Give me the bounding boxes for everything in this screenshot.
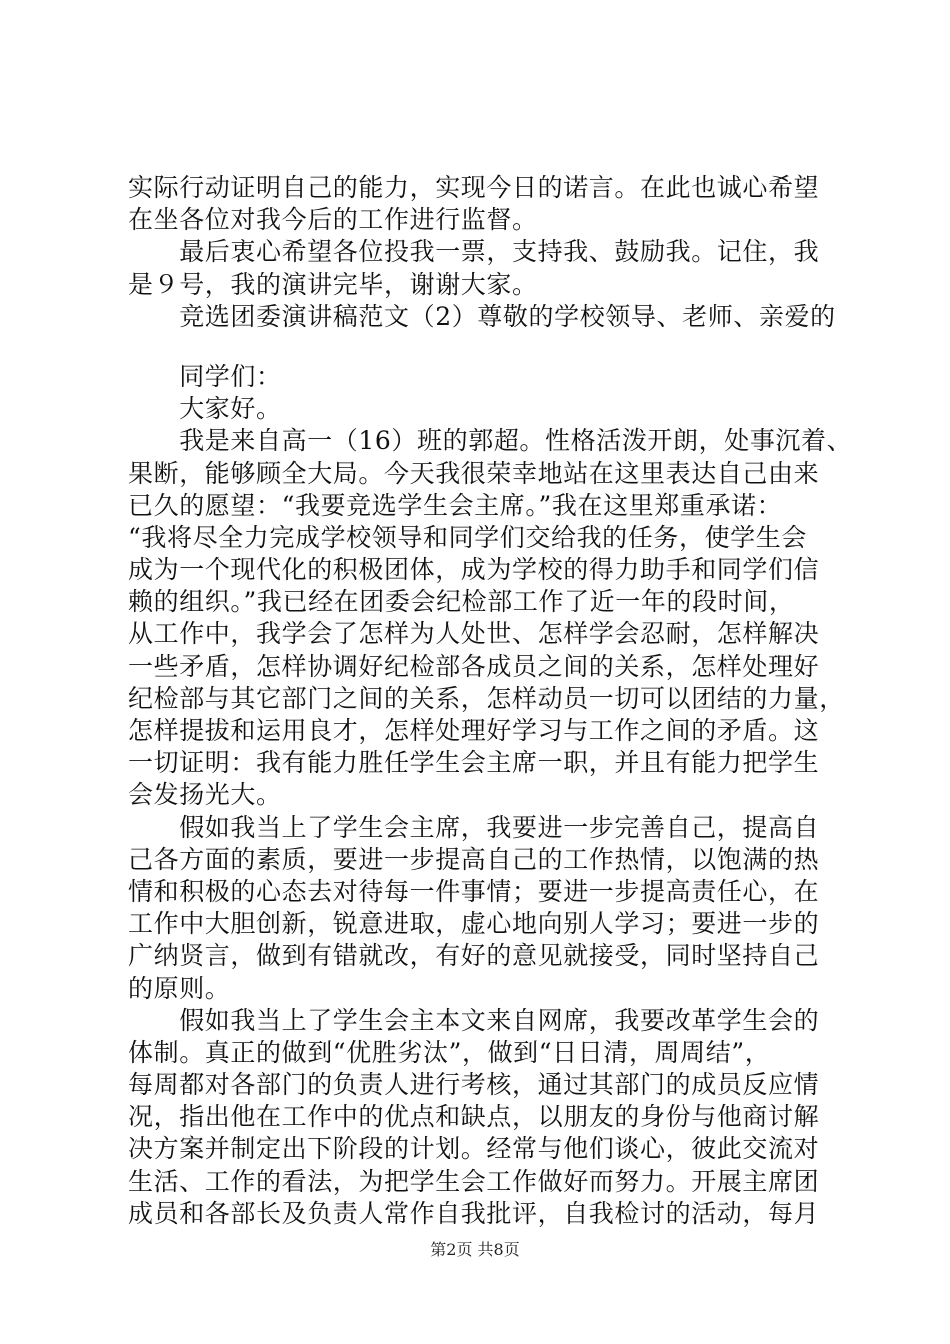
page-number-footer: 第2页 共8页: [430, 1240, 520, 1259]
text-line: 广纳贤言，做到有错就改，有好的意见就接受，同时坚持自己: [128, 941, 820, 971]
document-body: [128, 172, 853, 1230]
text-line: 一些矛盾，怎样协调好纪检部各成员之间的关系，怎样处理好: [128, 651, 820, 681]
text-line: 成员和各部长及负责人常作自我批评，自我检讨的活动，每月: [128, 1198, 820, 1228]
text-line: 在坐各位对我今后的工作进行监督。: [128, 205, 538, 235]
text-line: 决方案并制定出下阶段的计划。经常与他们谈心，彼此交流对: [128, 1134, 820, 1164]
text-line: 会发扬光大。: [128, 780, 282, 810]
text-line: 假如我当上了学生会主本文来自网席，我要改革学生会的: [128, 1005, 820, 1035]
text-line: 假如我当上了学生会主席，我要进一步完善自己，提高自: [128, 812, 820, 842]
text-line: 同学们：: [128, 361, 282, 391]
text-line: 已久的愿望：“我要竞选学生会主席。”我在这里郑重承诺：: [128, 490, 783, 520]
text-line: 生活、工作的看法，为把学生会工作做好而努力。开展主席团: [128, 1166, 820, 1196]
text-line: 怎样提拔和运用良才，怎样处理好学习与工作之间的矛盾。这: [128, 716, 820, 745]
text-line: 实际行动证明自己的能力，实现今日的诺言。在此也诚心希望: [128, 173, 820, 202]
text-line: 成为一个现代化的积极团体，成为学校的得力助手和同学们信: [128, 555, 820, 585]
text-line: 最后衷心希望各位投我一票，支持我、鼓励我。记住，我: [128, 237, 820, 267]
text-line: 体制。真正的做到“优胜劣汰”，做到“日日清，周周结”，: [128, 1037, 771, 1067]
text-line: 己各方面的素质，要进一步提高自己的工作热情，以饱满的热: [128, 844, 820, 874]
text-line: 工作中大胆创新，锐意进取，虚心地向别人学习；要进一步的: [128, 909, 820, 939]
text-line: 情和积极的心态去对待每一件事情；要进一步提高责任心，在: [128, 876, 820, 906]
text-line: 大家好。: [128, 394, 282, 424]
text-line: 我是来自高一（16）班的郭超。性格活泼开朗，处事沉着、: [128, 426, 853, 456]
text-line: 每周都对各部门的负责人进行考核，通过其部门的成员反应情: [128, 1070, 820, 1100]
text-line: 况，指出他在工作中的优点和缺点，以朋友的身份与他商讨解: [128, 1102, 820, 1132]
text-line: 竞选团委演讲稿范文（2）尊敬的学校领导、老师、亲爱的: [128, 301, 836, 331]
text-line: 果断，能够顾全大局。今天我很荣幸地站在这里表达自己由来: [128, 458, 820, 488]
text-line: 赖的组织。”我已经在团委会纪检部工作了近一年的段时间，: [128, 587, 795, 617]
text-line: 是９号，我的演讲完毕，谢谢大家。: [128, 269, 538, 299]
text-line: 从工作中，我学会了怎样为人处世、怎样学会忍耐，怎样解决: [128, 619, 820, 649]
text-line: 纪检部与其它部门之间的关系，怎样动员一切可以团结的力量，: [128, 683, 845, 713]
text-line: “我将尽全力完成学校领导和同学们交给我的任务，使学生会: [128, 522, 807, 552]
text-line: 的原则。: [128, 973, 231, 1003]
text-line: 一切证明：我有能力胜任学生会主席一职，并且有能力把学生: [128, 748, 820, 778]
